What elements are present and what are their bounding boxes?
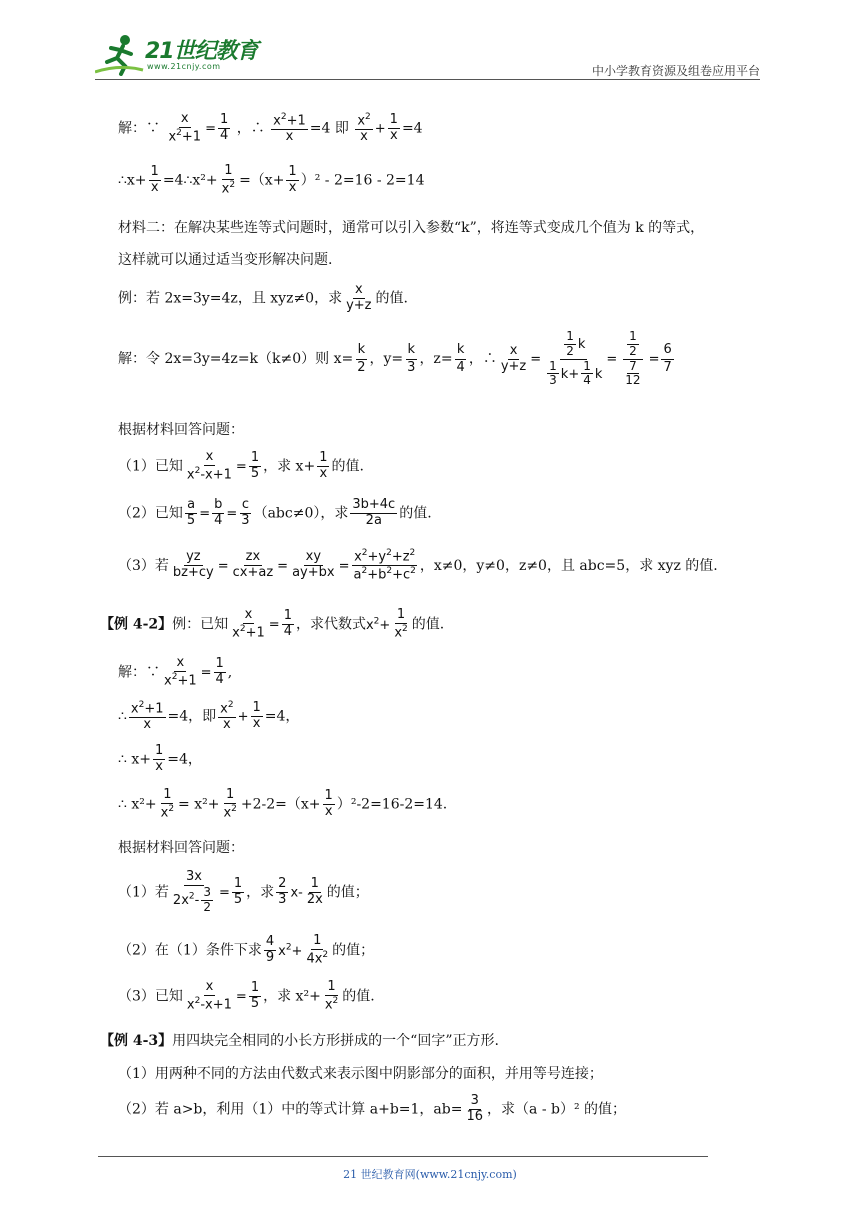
solution-line-1: 解：∵ $\frac{x}{x^2+1}$ = $\frac{1}{4}$ ，∴ $\frac{x^2+1}{x}$ =4 即 $\frac{x^2}{x}$ + $\frac{1}{x}$ =4	[118, 111, 423, 145]
instructions-line-2: 根据材料回答问题：	[118, 840, 244, 856]
header-divider	[95, 79, 760, 80]
runner-logo-icon	[95, 32, 145, 76]
footer-text: 21 世纪教育网(www.21cnjy.com)	[343, 1168, 517, 1181]
solution-line-2: ∴x+ $\frac{1}{x}$ =4∴x²+ $\frac{1}{x^2}$ =（x+ $\frac{1}{x}$ ）² - 2=16 - 2=14	[118, 163, 425, 197]
page-header	[95, 28, 760, 80]
question-1: （1）已知 $\frac{x}{x^2-x+1}$ = $\frac{1}{5}$ ，求 x+ $\frac{1}{x}$ 的值.	[118, 449, 364, 483]
footer-divider	[98, 1156, 708, 1157]
logo-url: www.21cnjy.com	[147, 62, 221, 71]
platform-name: 中小学教育资源及组卷应用平台	[591, 64, 760, 78]
problem-1: （1）若 3x $2x^2-$ $\frac{3}{2}$ = $\frac{1}{5}$ ，求 $\frac{2}{3}$ x- $\frac{1}{2x}$ 的值；	[118, 869, 369, 914]
problem-3: （3）已知 $\frac{x}{x^2-x+1}$ = $\frac{1}{5}$ ，求 x²+ $\frac{1}{x^2}$ 的值.	[118, 979, 375, 1013]
logo-text: 21世纪教育	[145, 39, 258, 64]
solution-step-2: ∴ $\frac{x^2+1}{x}$ =4，即 $\frac{x^2}{x}$ + $\frac{1}{x}$ =4，	[118, 700, 300, 733]
solution-step-1: 解：∵ $\frac{x}{x^2+1}$ = $\frac{1}{4}$ ,	[118, 655, 233, 689]
example-4-3-question-2: （2）若 a>b，利用（1）中的等式计算 a+b=1，ab= $\frac{3}{16}$ ，求（a - b）² 的值；	[118, 1093, 627, 1124]
solution-step-4: ∴ x²+ $\frac{1}{x^2}$ = x²+ $\frac{1}{x^2}$ +2-2=（x+ $\frac{1}{x}$ ）²-2=16-2=14.	[118, 787, 448, 821]
question-3: （3）若 $\frac{yz}{bz+cy}$ = $\frac{zx}{cx+az}$ = $\frac{xy}{ay+bx}$ = $\frac{x^2+y^2+z^2}{a^2+b^2+c^2}$ ，x≠0，y≠0，z≠0，且 abc=5，求 xyz 的值.	[118, 548, 718, 583]
problem-2: （2）在（1）条件下求 $\frac{4}{9}$ $x^2+$ $\frac{1}{4x^2}$ 的值；	[118, 933, 375, 967]
example-4-3: 【例 4-3】用四块完全相同的小长方形拼成的一个“回字”正方形.	[100, 1033, 499, 1049]
solution-step-3: ∴ x+ $\frac{1}{x}$ =4，	[118, 743, 202, 774]
example-line: 例：若 2x=3y=4z，且 xyz≠0，求 $\frac{x}{y+z}$ 的值.	[118, 282, 408, 313]
logo	[95, 32, 265, 76]
material-two-line-2: 这样就可以通过适当变形解决问题.	[118, 252, 333, 268]
instructions-line: 根据材料回答问题：	[118, 422, 244, 438]
example-solution-line: 解：令 2x=3y=4z=k（k≠0）则 x= $\frac{k}{2}$ ，y= $\frac{k}{3}$ ，z= $\frac{k}{4}$ ，∴ $\frac{x}{y+z}$ = $\frac{1}{2}$ k $\frac{1}{3}$ k+ $\frac{1}{4}$ k = $\frac{\frac{1}{2}}{\frac{7}{12}}$ = $\frac{6}{7}$	[118, 329, 672, 388]
example-4-2: 【例 4-2】例：已知 $\frac{x}{x^2+1}$ = $\frac{1}{4}$ ，求代数式$x^2+$ $\frac{1}{x^2}$ 的值.	[100, 607, 445, 641]
example-4-3-question-1: （1）用两种不同的方法由代数式来表示图中阴影部分的面积，并用等号连接；	[118, 1066, 603, 1082]
material-two-line-1: 材料二：在解决某些连等式问题时，通常可以引入参数“k”，将连等式变成几个值为 k 的等式，	[118, 220, 705, 236]
question-2: （2）已知 $\frac{a}{5}$ = $\frac{b}{4}$ = $\frac{c}{3}$ （abc≠0），求 $\frac{3b+4c}{2a}$ 的值.	[118, 497, 432, 528]
